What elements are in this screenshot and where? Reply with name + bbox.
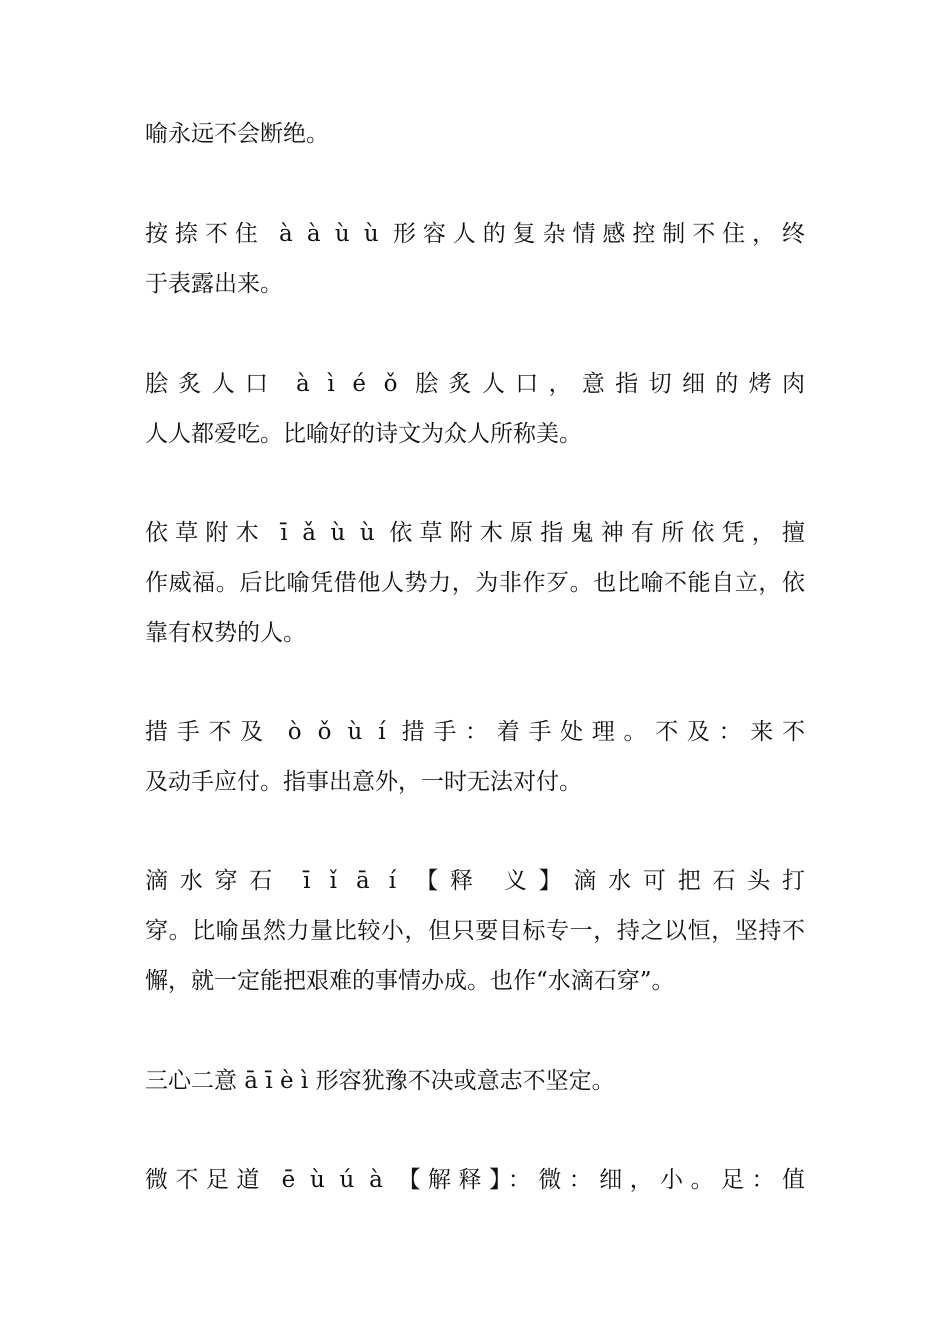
text-line: 三心二意 ā ī è ì 形容犹豫不决或意志不坚定。 bbox=[145, 1068, 615, 1094]
text-line: 人人都爱吃。比喻好的诗文为众人所称美。 bbox=[145, 421, 582, 447]
text-line: 依草附木 ī ǎ ù ù 依草附木原指鬼神有所依凭，擅 bbox=[145, 520, 805, 546]
text-line: 于表露出来。 bbox=[145, 271, 283, 297]
text-line: 懈，就一定能把艰难的事情办成。也作“水滴石穿”。 bbox=[145, 968, 675, 994]
text-line: 脍炙人口 à ì é ǒ 脍炙人口，意指切细的烤肉 bbox=[145, 371, 805, 397]
text-line: 作威福。后比喻凭借他人势力，为非作歹。也比喻不能自立，依 bbox=[145, 570, 805, 596]
text-line: 按捺不住 à à ù ù 形容人的复杂情感控制不住，终 bbox=[145, 221, 805, 247]
text-line: 喻永远不会断绝。 bbox=[145, 121, 329, 147]
text-line: 措手不及 ò ǒ ù í 措手：着手处理。不及：来不 bbox=[145, 719, 805, 745]
text-line: 滴水穿石 ī ǐ ā í 【释 义】滴水可把石头打 bbox=[145, 868, 805, 894]
text-line: 穿。比喻虽然力量比较小，但只要目标专一，持之以恒，坚持不 bbox=[145, 918, 805, 944]
text-line: 微不足道 ē ù ú à 【解释】：微：细，小。足：值 bbox=[145, 1167, 805, 1193]
text-line: 靠有权势的人。 bbox=[145, 620, 306, 646]
text-line: 及动手应付。指事出意外，一时无法对付。 bbox=[145, 769, 582, 795]
